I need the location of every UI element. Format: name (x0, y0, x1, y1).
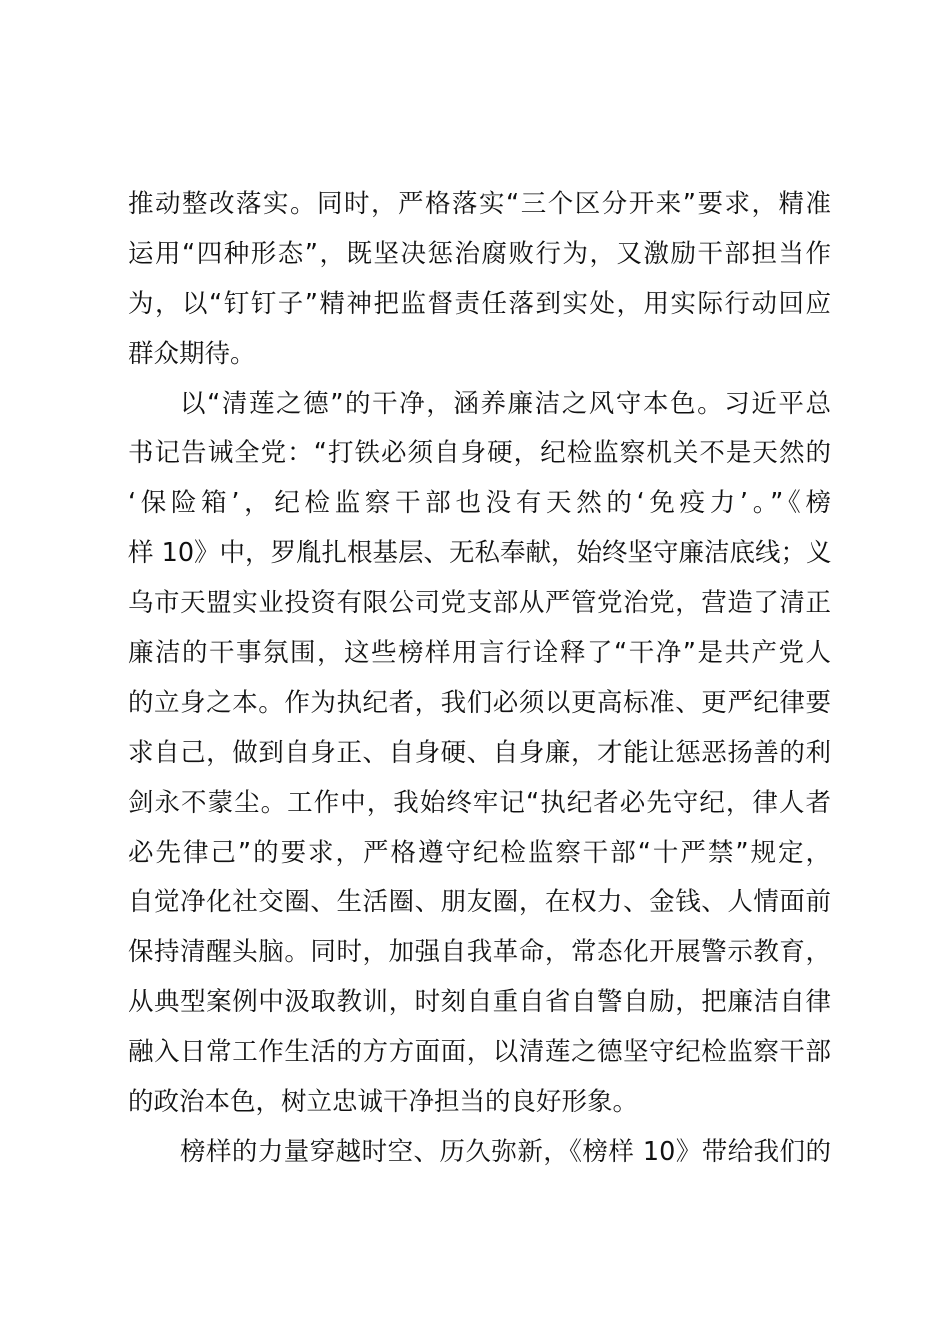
text-line: 书记告诫全党：“打铁必须自身硬，纪检监察机关不是天然的 (128, 438, 831, 469)
text-line: 剑永不蒙尘。工作中，我始终牢记“执纪者必先守纪，律人者 (128, 787, 831, 818)
text-line: 的立身之本。作为执纪者，我们必须以更高标准、更严纪律要 (128, 687, 831, 718)
text-line: 推动整改落实。同时，严格落实“三个区分开来”要求，精准 (128, 189, 831, 219)
text-line: ‘保险箱’，纪检监察干部也没有天然的‘免疫力’。”《榜 (128, 488, 831, 519)
text-line: 保持清醒头脑。同时，加强自我革命，常态化开展警示教育， (128, 937, 831, 968)
text-line: 融入日常工作生活的方方面面，以清莲之德坚守纪检监察干部 (128, 1037, 831, 1068)
text-line: 从典型案例中汲取教训，时刻自重自省自警自励，把廉洁自律 (128, 987, 831, 1018)
text-line: 必先律己”的要求，严格遵守纪检监察干部“十严禁”规定， (128, 837, 831, 868)
text-line: 廉洁的干事氛围，这些榜样用言行诠释了“干净”是共产党人 (128, 638, 831, 669)
text-line: 群众期待。 (128, 338, 256, 369)
document-page (128, 180, 831, 1178)
text-line: 求自己，做到自身正、自身硬、自身廉，才能让惩恶扬善的利 (128, 737, 831, 768)
text-line: 运用“四种形态”，既坚决惩治腐败行为，又激励干部担当作 (128, 238, 831, 269)
text-line: 的政治本色，树立忠诚干净担当的良好形象。 (128, 1087, 639, 1118)
text-line: 榜样的力量穿越时空、历久弥新，《榜样 10》带给我们的 (180, 1136, 831, 1167)
text-line: 自觉净化社交圈、生活圈、朋友圈，在权力、金钱、人情面前 (128, 887, 831, 918)
text-line: 乌市天盟实业投资有限公司党支部从严管党治党，营造了清正 (128, 588, 831, 619)
text-line: 样 10》中，罗胤扎根基层、无私奉献，始终坚守廉洁底线；义 (128, 538, 832, 569)
text-line: 以“清莲之德”的干净，涵养廉洁之风守本色。习近平总 (180, 388, 831, 419)
text-line: 为，以“钉钉子”精神把监督责任落到实处，用实际行动回应 (128, 288, 831, 319)
